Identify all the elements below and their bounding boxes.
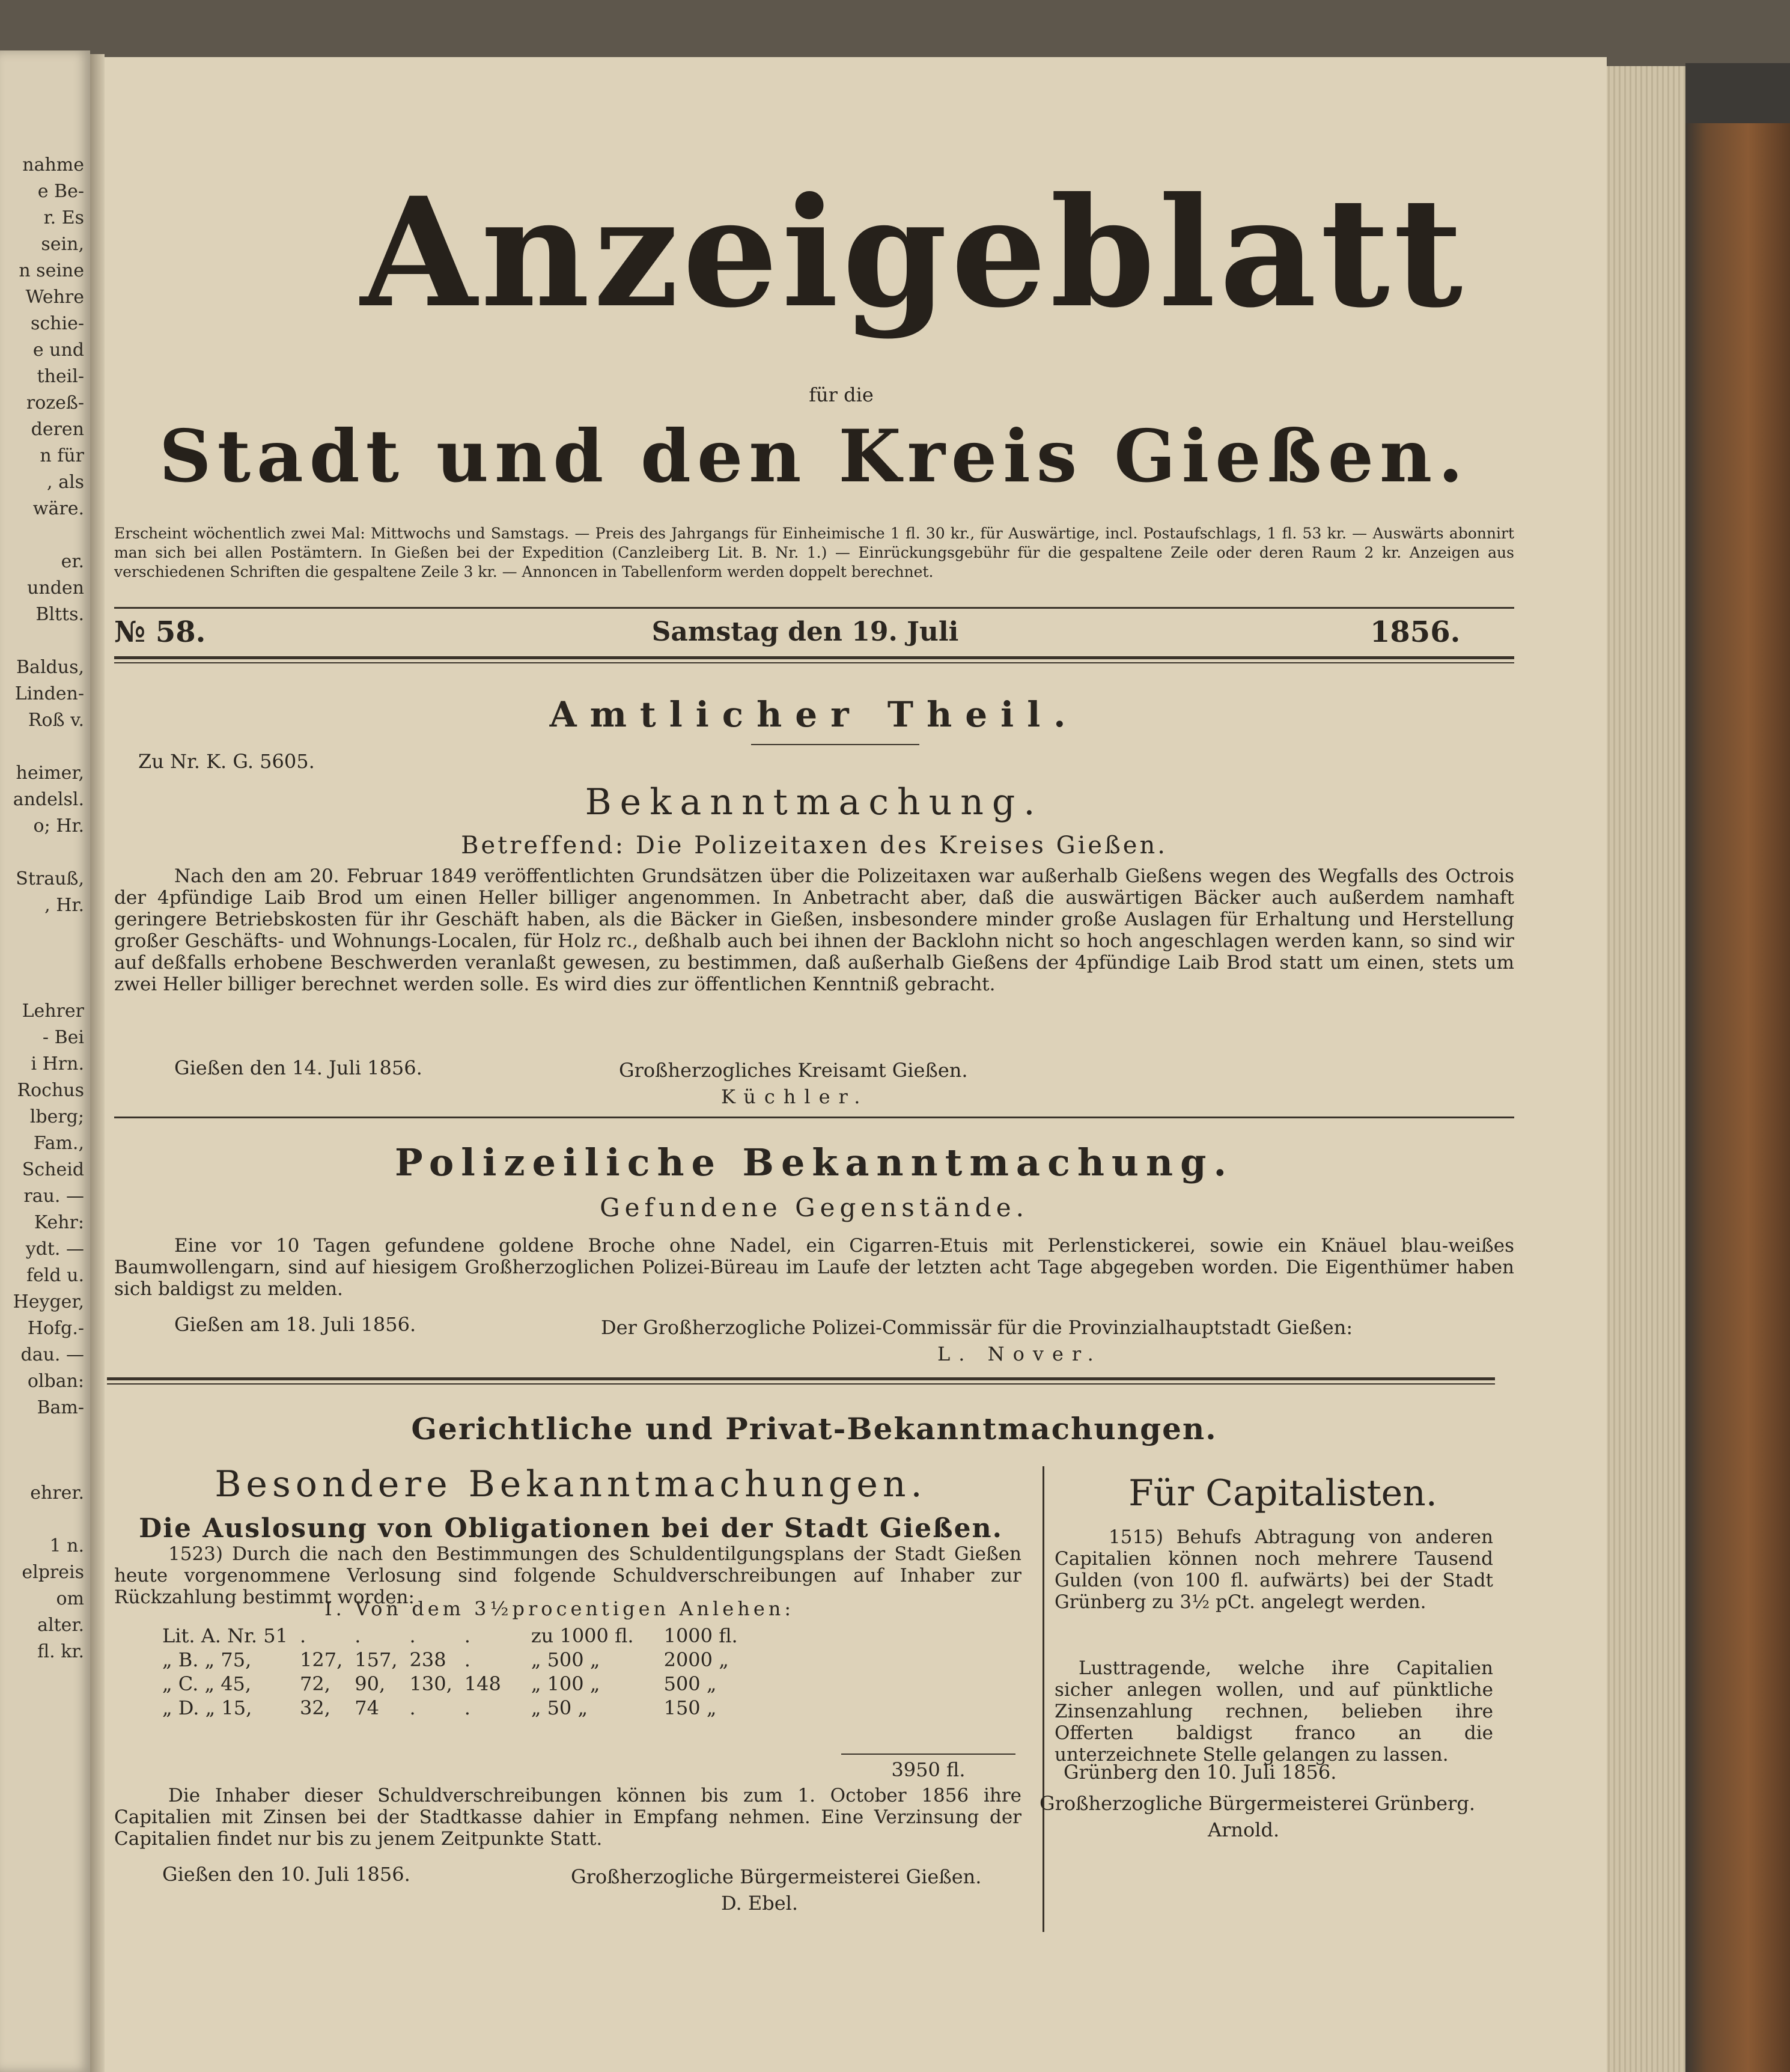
masthead-subtitle: Stadt und den Kreis Gießen. [159, 414, 1470, 499]
private-left-title: Besondere Bekanntmachungen. [215, 1463, 927, 1505]
table-cell: „ 50 „ [531, 1696, 588, 1719]
left-fragment-line: r. Es [43, 207, 84, 228]
private-left-signer: D. Ebel. [721, 1892, 799, 1915]
left-fragment-line: rau. — [23, 1186, 84, 1207]
left-fragment-line: er. [61, 551, 84, 572]
official-heading: Amtlicher Theil. [549, 694, 1079, 735]
masthead-title: Anzeigeblatt [361, 164, 1467, 341]
table-cell: 1000 fl. [663, 1624, 738, 1647]
table-cell: 74 [355, 1696, 379, 1719]
left-fragment-line: elpreis [22, 1562, 84, 1583]
page-edges [1604, 66, 1688, 2072]
official-text: Nach den am 20. Februar 1849 veröffentlichten Grundsätzen über die Polizeitaxen war außerhalb Gießens wegen des Wegfalls des Octrois der 4pfündige Laib Brod um einen Heller billiger angenommen. In Anbetracht aber, daß die auswärtigen Bäcker auch außerdem namhaft geringere Betriebskosten für ihr Geschäft haben, als die Bäcker in Gießen, insbesondere minder große Auslagen für Erhaltung und Herstellung großer Geschäfts- und Wohnungs-Localen, für Holz rc., deßhalb auch bei ihnen der Backlohn nicht so hoch angeschlagen werden kann, so sind wir auf deßfalls erhobene Beschwerden veranlaßt gewesen, zu bestimmen, daß außerhalb Gießens der 4pfündige Laib Brod statt um einen, stets um zwei Heller billiger berechnet werden solle. Es wird dies zur öffentlichen Kenntniß gebracht. [114, 865, 1514, 995]
table-cell: . [355, 1624, 361, 1647]
left-fragment-line: lberg; [29, 1106, 84, 1127]
left-fragment-line: e Be- [37, 181, 84, 202]
private-left-authority: Großherzogliche Bürgermeisterei Gießen. [571, 1865, 982, 1888]
left-fragment-line: olban: [27, 1371, 84, 1392]
left-fragment-line: Bltts. [35, 604, 84, 625]
masthead-fuer: für die [809, 383, 874, 406]
left-fragment-line: Heyger, [13, 1291, 84, 1312]
private-right-text2: Lusttragende, welche ihre Capitalien sicher anlegen wollen, und auf pünktliche Zinsenzahlung rechnen, belieben ihre Offerten baldigst franco an die unterzeichnete Stelle gelangen zu lassen. [1055, 1657, 1493, 1766]
private-left-place-date: Gießen den 10. Juli 1856. [162, 1863, 410, 1886]
left-fragment-line: i Hrn. [31, 1053, 84, 1074]
left-fragment-line: theil- [37, 366, 84, 387]
left-fragment-line: e und [32, 340, 84, 361]
table-cell: „ B. „ 75, [162, 1648, 252, 1671]
left-fragment-line: Hofg.- [27, 1318, 84, 1339]
table-cell: „ 100 „ [531, 1672, 600, 1695]
table-row [156, 1696, 744, 1720]
table-cell: . [464, 1648, 470, 1671]
table-cell: 130, [409, 1672, 452, 1695]
table-row [156, 1624, 744, 1648]
obligation-table [156, 1624, 744, 1720]
table-cell: 72, [299, 1672, 330, 1695]
police-title: Polizeiliche Bekanntmachung. [394, 1141, 1234, 1184]
rule [114, 656, 1514, 659]
left-fragment-line: o; Hr. [33, 815, 84, 836]
left-fragment-line: Linden- [14, 683, 84, 704]
left-fragment-line: nahme [22, 154, 84, 175]
table-cell: . [464, 1624, 470, 1647]
table-cell: . [299, 1624, 306, 1647]
police-place-date: Gießen am 18. Juli 1856. [174, 1313, 416, 1336]
official-place-date: Gießen den 14. Juli 1856. [174, 1056, 422, 1079]
table-cell: „ C. „ 45, [162, 1672, 252, 1695]
issue-number: № 58. [114, 615, 206, 649]
left-fragment-line: schie- [30, 313, 84, 334]
left-fragment-line: deren [31, 419, 84, 440]
left-fragment-line: wäre. [32, 498, 84, 519]
table-cell: 32, [299, 1696, 330, 1719]
table-cell: 127, [299, 1648, 343, 1671]
left-fragment-line: alter. [37, 1615, 84, 1636]
left-fragment-line: heimer, [16, 763, 84, 784]
loan-heading: I. Von dem 3½procentigen Anlehen: [324, 1597, 795, 1620]
left-fragment-line: 1 n. [49, 1535, 84, 1556]
left-fragment-line: rozeß- [26, 392, 84, 413]
table-cell: 90, [355, 1672, 386, 1695]
table-row [156, 1672, 744, 1696]
private-right-text1: 1515) Behufs Abtragung von anderen Capitalien können noch mehrere Tausend Gulden (von 100 fl. aufwärts) bei der Stadt Grünberg zu 3½ pCt. angelegt werden. [1055, 1526, 1493, 1613]
rule [107, 1383, 1495, 1385]
table-cell: . [464, 1696, 470, 1719]
left-fragment-line: n seine [19, 260, 84, 281]
subscription-info: Erscheint wöchentlich zwei Mal: Mittwochs und Samstags. — Preis des Jahrgangs für Einheimische 1 fl. 30 kr., für Auswärtige, incl. Postaufschlags, 1 fl. 53 kr. — Auswärts abonnirt man sich bei allen Postämtern. In Gießen bei der Expedition (Canzleiberg Lit. B. Nr. 1.) — Einrückungsgebühr für die gespaltene Zeile oder deren Raum 2 kr. Anzeigen aus verschiedenen Schriften die gespaltene Zeile 3 kr. — Annoncen in Tabellenform werden doppelt berechnet. [114, 525, 1514, 580]
private-left-subtitle: Die Auslosung von Obligationen bei der Stadt Gießen. [139, 1513, 1003, 1544]
official-authority: Großherzogliches Kreisamt Gießen. [619, 1059, 968, 1082]
left-fragment-line: Lehrer [22, 1001, 84, 1022]
left-fragment-line: Kehr: [34, 1212, 84, 1233]
table-cell: 2000 „ [663, 1648, 729, 1671]
official-title: Bekanntmachung. [585, 781, 1044, 823]
left-fragment-line: ehrer. [30, 1482, 84, 1504]
police-signer: L. Nover. [937, 1342, 1102, 1365]
police-authority: Der Großherzogliche Polizei-Commissär für die Provinzialhauptstadt Gießen: [601, 1316, 1353, 1339]
police-subtitle: Gefundene Gegenstände. [600, 1193, 1029, 1222]
left-fragment-line: Rochus [17, 1080, 84, 1101]
left-fragment-line: Fam., [33, 1133, 84, 1154]
left-page [0, 50, 90, 2072]
left-fragment-line: fl. kr. [37, 1641, 84, 1662]
left-fragment-line: ydt. — [25, 1239, 84, 1260]
police-text: Eine vor 10 Tagen gefundene goldene Broche ohne Nadel, ein Cigarren-Etuis mit Perlenstickerei, sowie ein Knäuel blau-weißes Baumwollengarn, sind auf hiesigem Großherzoglichen Polizei-Büreau im Laufe der letzten acht Tage abgegeben worden. Die Eigenthümer haben sich baldigst zu melden. [114, 1235, 1514, 1300]
left-fragment-line: Scheid [22, 1159, 84, 1180]
rule [751, 744, 919, 745]
table-cell: 157, [355, 1648, 398, 1671]
left-fragment-line: sein, [41, 234, 84, 255]
left-fragment-line: Strauß, [16, 868, 84, 889]
official-signer: Küchler. [721, 1085, 869, 1108]
private-right-place-date: Grünberg den 10. Juli 1856. [1064, 1761, 1337, 1784]
rule [107, 1377, 1495, 1380]
left-fragment-line: , als [47, 472, 84, 493]
obligation-total: 3950 fl. [841, 1754, 1015, 1781]
left-fragment-line: dau. — [20, 1344, 84, 1365]
issue-date: Samstag den 19. Juli [651, 617, 959, 647]
left-fragment-line: andelsl. [13, 789, 84, 810]
table-cell: 148 [464, 1672, 501, 1695]
left-fragment-line: Roß v. [28, 710, 84, 731]
private-heading: Gerichtliche und Privat-Bekanntmachungen. [411, 1411, 1217, 1446]
table-cell: Lit. A. Nr. 51 [162, 1624, 288, 1647]
left-fragment-line: Wehre [25, 287, 84, 308]
column-divider [1043, 1466, 1044, 1932]
left-fragment-line: , Hr. [44, 895, 84, 916]
official-subject: Betreffend: Die Polizeitaxen des Kreises Gießen. [461, 832, 1167, 859]
table-cell: . [409, 1624, 416, 1647]
left-fragment-line: n für [40, 445, 84, 466]
table-row [156, 1648, 744, 1672]
table-cell: 150 „ [663, 1696, 717, 1719]
left-fragment-line: unden [27, 577, 84, 599]
table-cell: . [409, 1696, 416, 1719]
page-gutter [90, 54, 105, 2072]
issue-year: 1856. [1370, 615, 1461, 649]
private-left-outro: Die Inhaber dieser Schuldverschreibungen können bis zum 1. October 1856 ihre Capitalien mit Zinsen bei der Stadtkasse dahier in Empfang nehmen. Eine Verzinsung der Capitalien findet nur bis zu jenem Zeitpunkte Statt. [114, 1785, 1021, 1850]
rule [114, 607, 1514, 609]
book-cover [1685, 63, 1790, 2072]
table-cell: „ D. „ 15, [162, 1696, 252, 1719]
table-cell: „ 500 „ [531, 1648, 600, 1671]
left-fragment-line: Bam- [37, 1397, 84, 1418]
private-left-intro: 1523) Durch die nach den Bestimmungen des Schuldentilgungsplans der Stadt Gießen heute vorgenommene Verlosung sind folgende Schuldverschreibungen auf Inhaber zur Rückzahlung bestimmt worden: [114, 1543, 1021, 1608]
table-cell: zu 1000 fl. [531, 1624, 634, 1647]
private-right-signer: Arnold. [1208, 1818, 1280, 1841]
left-fragment-line: Baldus, [16, 657, 84, 678]
left-fragment-line: om [56, 1588, 84, 1609]
table-cell: 500 „ [663, 1672, 717, 1695]
official-reference: Zu Nr. K. G. 5605. [138, 750, 315, 773]
left-fragment-line: - Bei [42, 1027, 84, 1048]
private-right-title: Für Capitalisten. [1128, 1472, 1437, 1514]
private-right-authority: Großherzogliche Bürgermeisterei Grünberg. [1040, 1792, 1476, 1815]
rule [114, 662, 1514, 663]
table-cell: 238 [409, 1648, 446, 1671]
rule [114, 1117, 1514, 1118]
book-cover-top [1685, 63, 1790, 123]
left-fragment-line: feld u. [26, 1265, 84, 1286]
